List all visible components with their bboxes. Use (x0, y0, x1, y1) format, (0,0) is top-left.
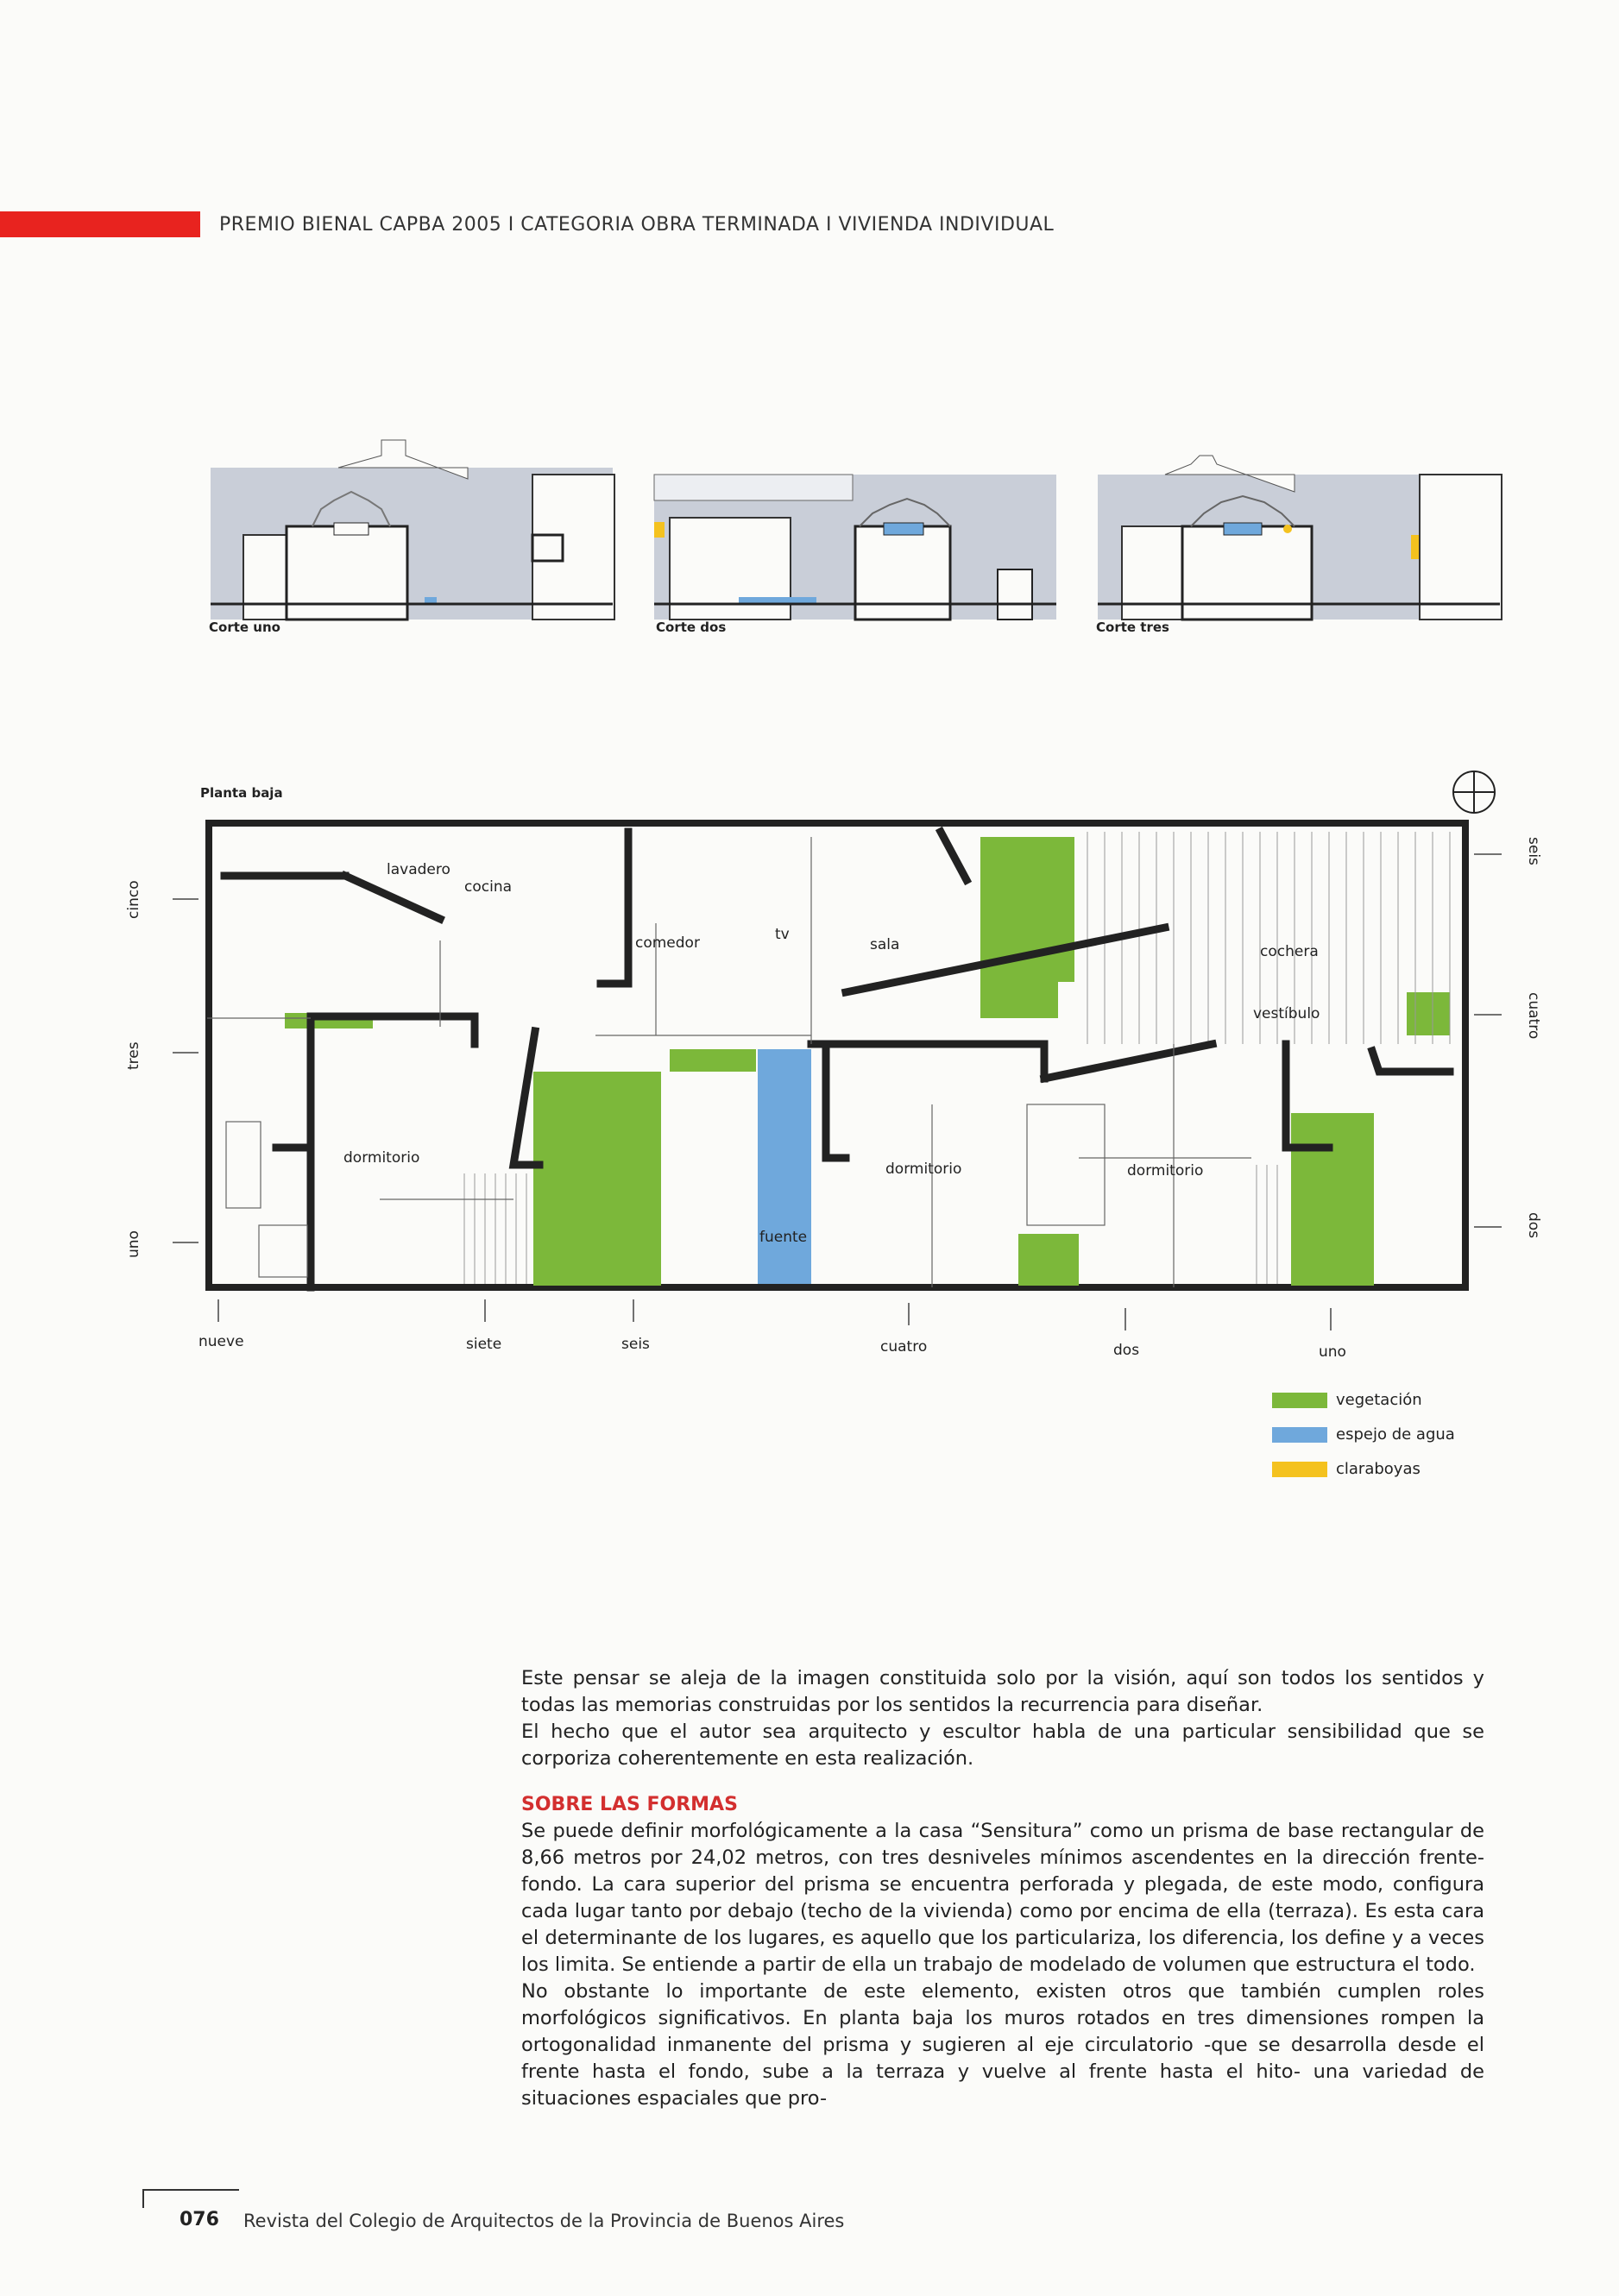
legend-swatch (1272, 1462, 1327, 1477)
plan-title: Planta baja (200, 785, 283, 801)
footer-rule (142, 2189, 144, 2208)
axis-label-left: tres (125, 1041, 142, 1070)
article-paragraph: No obstante lo importante de este elemento, existen otros que también cumplen roles morfológicos significativos. En planta baja los muros rotados en tres dimensiones rompen la ortogonalidad inmanente del prisma y sugieren al eje circulatorio -que se desarrolla desde el frente hasta el fondo, sube a la terraza y vuelve al frente hasta el hito- una variedad de situaciones espaciales que pro- (521, 1980, 1484, 2110)
axis-label-bottom: dos (1113, 1342, 1140, 1359)
room-label-sala: sala (870, 936, 900, 953)
axis-label-bottom: nueve (198, 1333, 244, 1350)
article-paragraph: Se puede definir morfológicamente a la casa “Sensitura” como un prisma de base rectangular de 8,66 metros por 24,02 metros, con tres desniveles mínimos ascendentes en la dirección frente-fondo. La cara superior del prisma se encuentra perforada y plegada, de este modo, configura cada lugar tanto por debajo (techo de la vivienda) como por encima de ella (terraza). Es esta cara el determinante de los lugares, es aquello que los particulariza, los diferencia, los define y a veces los limita. Se entiende a partir de ella un trabajo de modelado de volumen que estructura el todo. (521, 1820, 1484, 1976)
axis-label-bottom: uno (1319, 1343, 1346, 1361)
legend-label: vegetación (1336, 1391, 1422, 1409)
room-label-lavadero: lavadero (387, 861, 450, 878)
axis-label-right: cuatro (1525, 992, 1542, 1040)
axis-label-right: dos (1525, 1212, 1542, 1239)
room-label-cochera: cochera (1260, 943, 1319, 960)
article-paragraph: El hecho que el autor sea arquitecto y escultor habla de una particular sensibilidad que se corporiza coherentemente en esta realización. (521, 1720, 1484, 1770)
footer-publication: Revista del Colegio de Arquitectos de la Provincia de Buenos Aires (243, 2211, 845, 2231)
axis-label-bottom: cuatro (880, 1338, 928, 1356)
room-label-tv: tv (775, 926, 790, 943)
axis-label-bottom: siete (466, 1336, 502, 1353)
axis-label-bottom: seis (621, 1336, 650, 1353)
section-drawing-3 (1096, 440, 1502, 635)
page-number: 076 (180, 2209, 219, 2230)
legend-label: espejo de agua (1336, 1425, 1455, 1444)
section-label: Corte uno (209, 620, 280, 635)
floor-plan (125, 759, 1542, 1384)
room-label-fuente: fuente (759, 1229, 808, 1246)
article-body (521, 1665, 1484, 2112)
section-label: Corte tres (1096, 620, 1169, 635)
article-paragraph: Este pensar se aleja de la imagen constituida solo por la visión, aquí son todos los sentidos y todas las memorias construidas por los sentidos la recurrencia para diseñar. (521, 1667, 1484, 1716)
footer-rule (142, 2189, 239, 2191)
axis-label-right: seis (1525, 837, 1542, 865)
room-label-vestibulo: vestíbulo (1253, 1005, 1320, 1022)
room-label-comedor: comedor (635, 934, 700, 952)
legend-label: claraboyas (1336, 1460, 1421, 1478)
page-header: PREMIO BIENAL CAPBA 2005 I CATEGORIA OBRA TERMINADA I VIVIENDA INDIVIDUAL (219, 214, 1055, 236)
room-label-cocina: cocina (464, 878, 513, 896)
room-label-dormitorio: dormitorio (1127, 1162, 1204, 1179)
north-arrow-icon (1453, 771, 1495, 813)
section-drawing-2 (652, 440, 1058, 635)
section-drawing-1 (209, 440, 614, 635)
room-label-dormitorio: dormitorio (343, 1149, 420, 1167)
section-label: Corte dos (656, 620, 727, 635)
legend-swatch (1272, 1393, 1327, 1408)
header-red-bar (0, 211, 200, 237)
article-heading: SOBRE LAS FORMAS (521, 1794, 738, 1815)
axis-label-left: cinco (125, 880, 142, 919)
legend-swatch (1272, 1427, 1327, 1443)
axis-label-left: uno (125, 1230, 142, 1258)
room-label-dormitorio: dormitorio (885, 1161, 962, 1178)
